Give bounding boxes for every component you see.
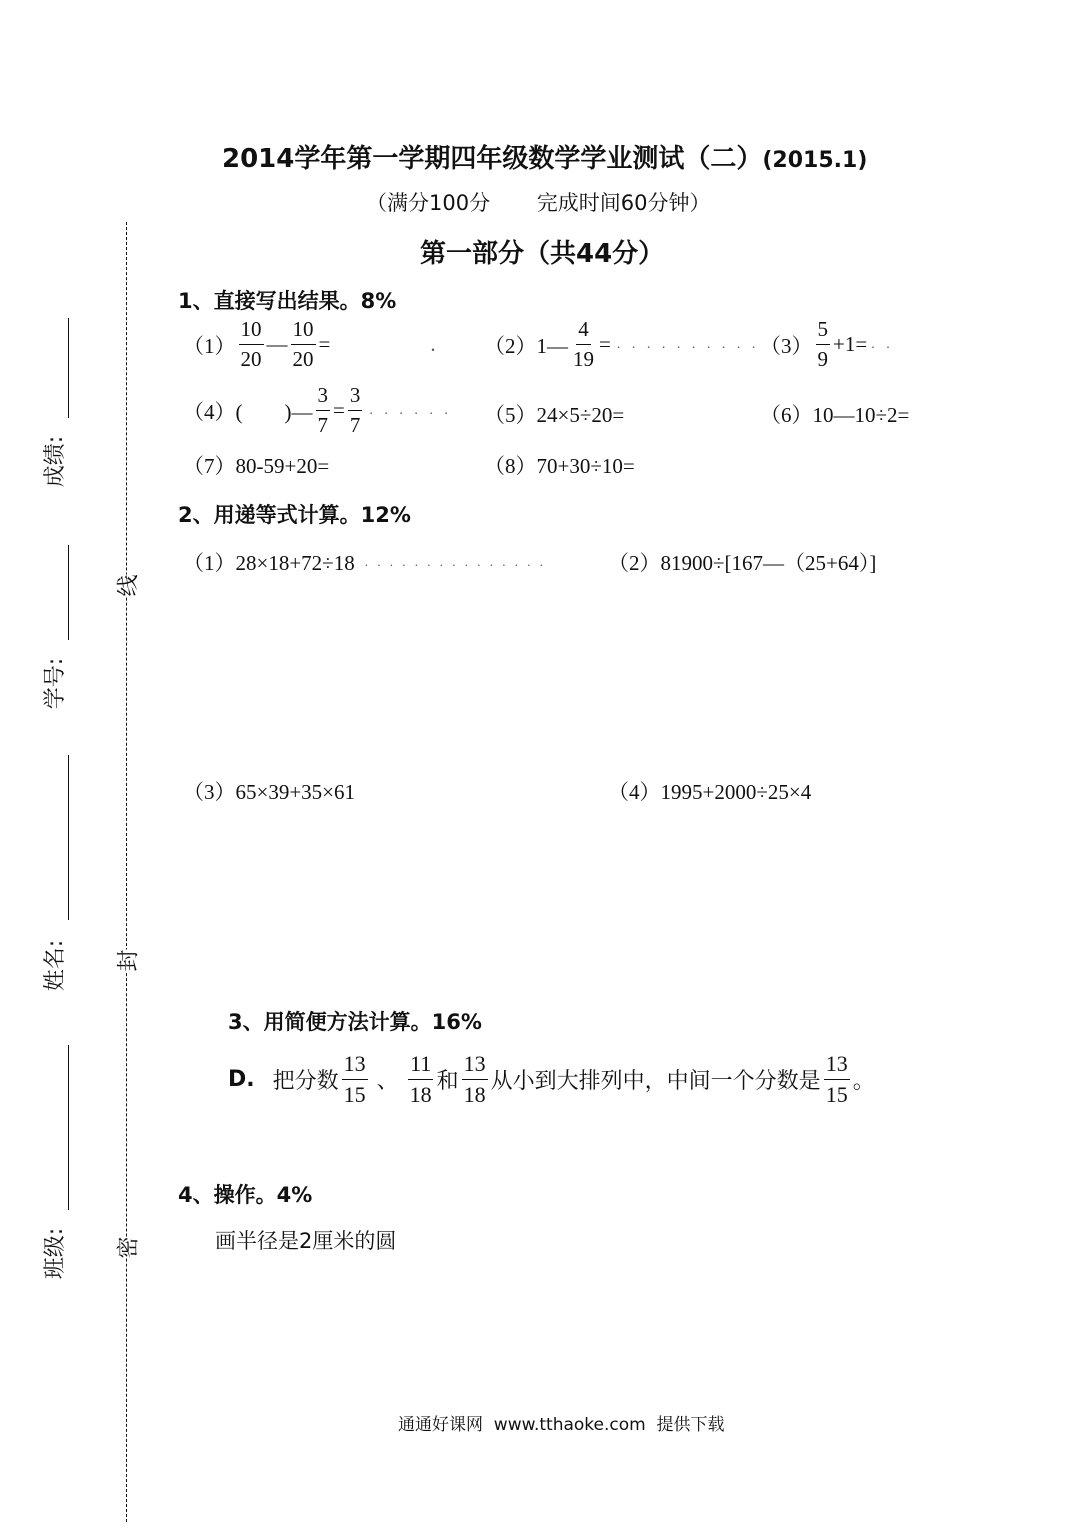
s3-frac3 <box>462 1053 488 1106</box>
binding-line-char: 线 <box>112 574 143 596</box>
section4-heading: 4、操作。4% <box>178 1183 313 1207</box>
denominator: 7 <box>349 413 361 437</box>
s1-q2-dots: . . . . . . . . . . <box>616 336 760 352</box>
s3-end: 。 <box>852 1069 875 1094</box>
score-underline <box>68 318 69 418</box>
s3-frac1 <box>342 1053 368 1106</box>
class-label: 班级: <box>43 1227 69 1280</box>
s1-q4-frac1 <box>316 385 331 436</box>
s3-text1: 把分数 <box>272 1069 339 1094</box>
s1-q3 <box>760 319 894 370</box>
denominator: 15 <box>343 1082 366 1107</box>
s3-prefix: D. <box>228 1067 255 1092</box>
score-label: 成绩: <box>43 435 69 488</box>
s1-q2-frac <box>571 319 596 370</box>
s1-q2 <box>484 319 759 370</box>
numerator: 3 <box>316 385 331 411</box>
s3-frac2 <box>408 1053 434 1106</box>
section2-heading: 2、用递等式计算。12% <box>178 503 411 527</box>
name-label: 姓名: <box>43 939 69 992</box>
page-title <box>222 138 867 175</box>
student-no-label: 学号: <box>43 657 69 710</box>
s1-q4-label: （4）( )— <box>183 399 313 424</box>
s1-q5: （5）24×5÷20= <box>484 403 625 427</box>
s1-q3-frac <box>816 319 831 370</box>
s1-q1 <box>183 319 440 370</box>
s3-frac4 <box>824 1053 850 1106</box>
s1-q1-label: （1） <box>183 333 236 358</box>
section3-heading: 3、用简便方法计算。16% <box>228 1010 482 1034</box>
s3-question <box>228 1053 875 1106</box>
denominator: 20 <box>292 347 314 371</box>
s1-q4-eq: = <box>333 398 345 422</box>
page-subtitle: （满分100分 完成时间60分钟） <box>366 191 711 215</box>
denominator: 19 <box>573 347 594 371</box>
numerator: 11 <box>408 1053 433 1080</box>
name-underline <box>68 755 69 920</box>
denominator: 7 <box>317 413 328 437</box>
s2-q2: （2）81900÷[167—（25+64）] <box>608 551 877 575</box>
part-title: 第一部分（共44分） <box>420 239 665 269</box>
denominator: 20 <box>240 347 262 371</box>
s2-q1 <box>183 547 546 577</box>
binding-seal-char: 封 <box>112 949 143 971</box>
s1-q6: （6）10—10÷2= <box>760 403 910 427</box>
s1-q8: （8）70+30÷10= <box>484 454 635 478</box>
s3-sep1: 、 <box>376 1069 399 1094</box>
s1-q3-dots: . . <box>871 336 894 352</box>
section1-heading: 1、直接写出结果。8% <box>178 289 397 313</box>
s1-q7: （7）80-59+20= <box>183 454 330 478</box>
page-title-date: (2015.1) <box>762 148 868 173</box>
s1-q3-rest: +1= <box>833 332 868 356</box>
numerator: 13 <box>462 1053 488 1080</box>
numerator: 4 <box>576 319 591 345</box>
s1-q1-dots: . <box>430 332 440 356</box>
s1-q2-eq: = <box>599 332 611 356</box>
page-title-main: 2014学年第一学期四年级数学学业测试（二） <box>222 144 763 174</box>
s1-q1-eq: = <box>318 332 331 356</box>
s1-q4 <box>183 385 452 436</box>
numerator: 10 <box>291 319 316 345</box>
binding-secret-char: 密 <box>112 1236 143 1258</box>
s3-text2: 从小到大排列中，中间一个分数是 <box>490 1069 821 1094</box>
numerator: 3 <box>348 385 363 411</box>
s2-q1-dots: . . . . . . . . . . . . . . . <box>364 554 546 569</box>
denominator: 15 <box>825 1082 848 1107</box>
class-underline <box>68 1045 69 1210</box>
s1-q1-frac1 <box>239 319 264 370</box>
binding-dashed-line <box>126 222 127 1522</box>
s1-q4-frac2 <box>348 385 363 436</box>
denominator: 9 <box>817 347 828 371</box>
denominator: 18 <box>409 1082 432 1107</box>
s1-q2-label: （2）1— <box>484 333 568 358</box>
s1-q1-op: — <box>266 332 288 356</box>
student-no-underline <box>68 545 69 640</box>
denominator: 18 <box>463 1082 486 1107</box>
s2-q1-text: （1）28×18+72÷18 <box>183 551 355 575</box>
numerator: 5 <box>816 319 831 345</box>
page-footer: 通通好课网 www.tthaoke.com 提供下载 <box>398 1415 725 1435</box>
s2-q4: （4）1995+2000÷25×4 <box>608 780 812 804</box>
numerator: 10 <box>239 319 264 345</box>
numerator: 13 <box>824 1053 850 1080</box>
s1-q4-dots: . . . . . . <box>369 402 452 418</box>
s4-text: 画半径是2厘米的圆 <box>215 1229 397 1253</box>
s1-q3-label: （3） <box>760 333 813 358</box>
s3-sep2: 和 <box>436 1069 459 1094</box>
numerator: 13 <box>342 1053 368 1080</box>
s1-q1-frac2 <box>291 319 316 370</box>
s2-q3: （3）65×39+35×61 <box>183 780 356 804</box>
